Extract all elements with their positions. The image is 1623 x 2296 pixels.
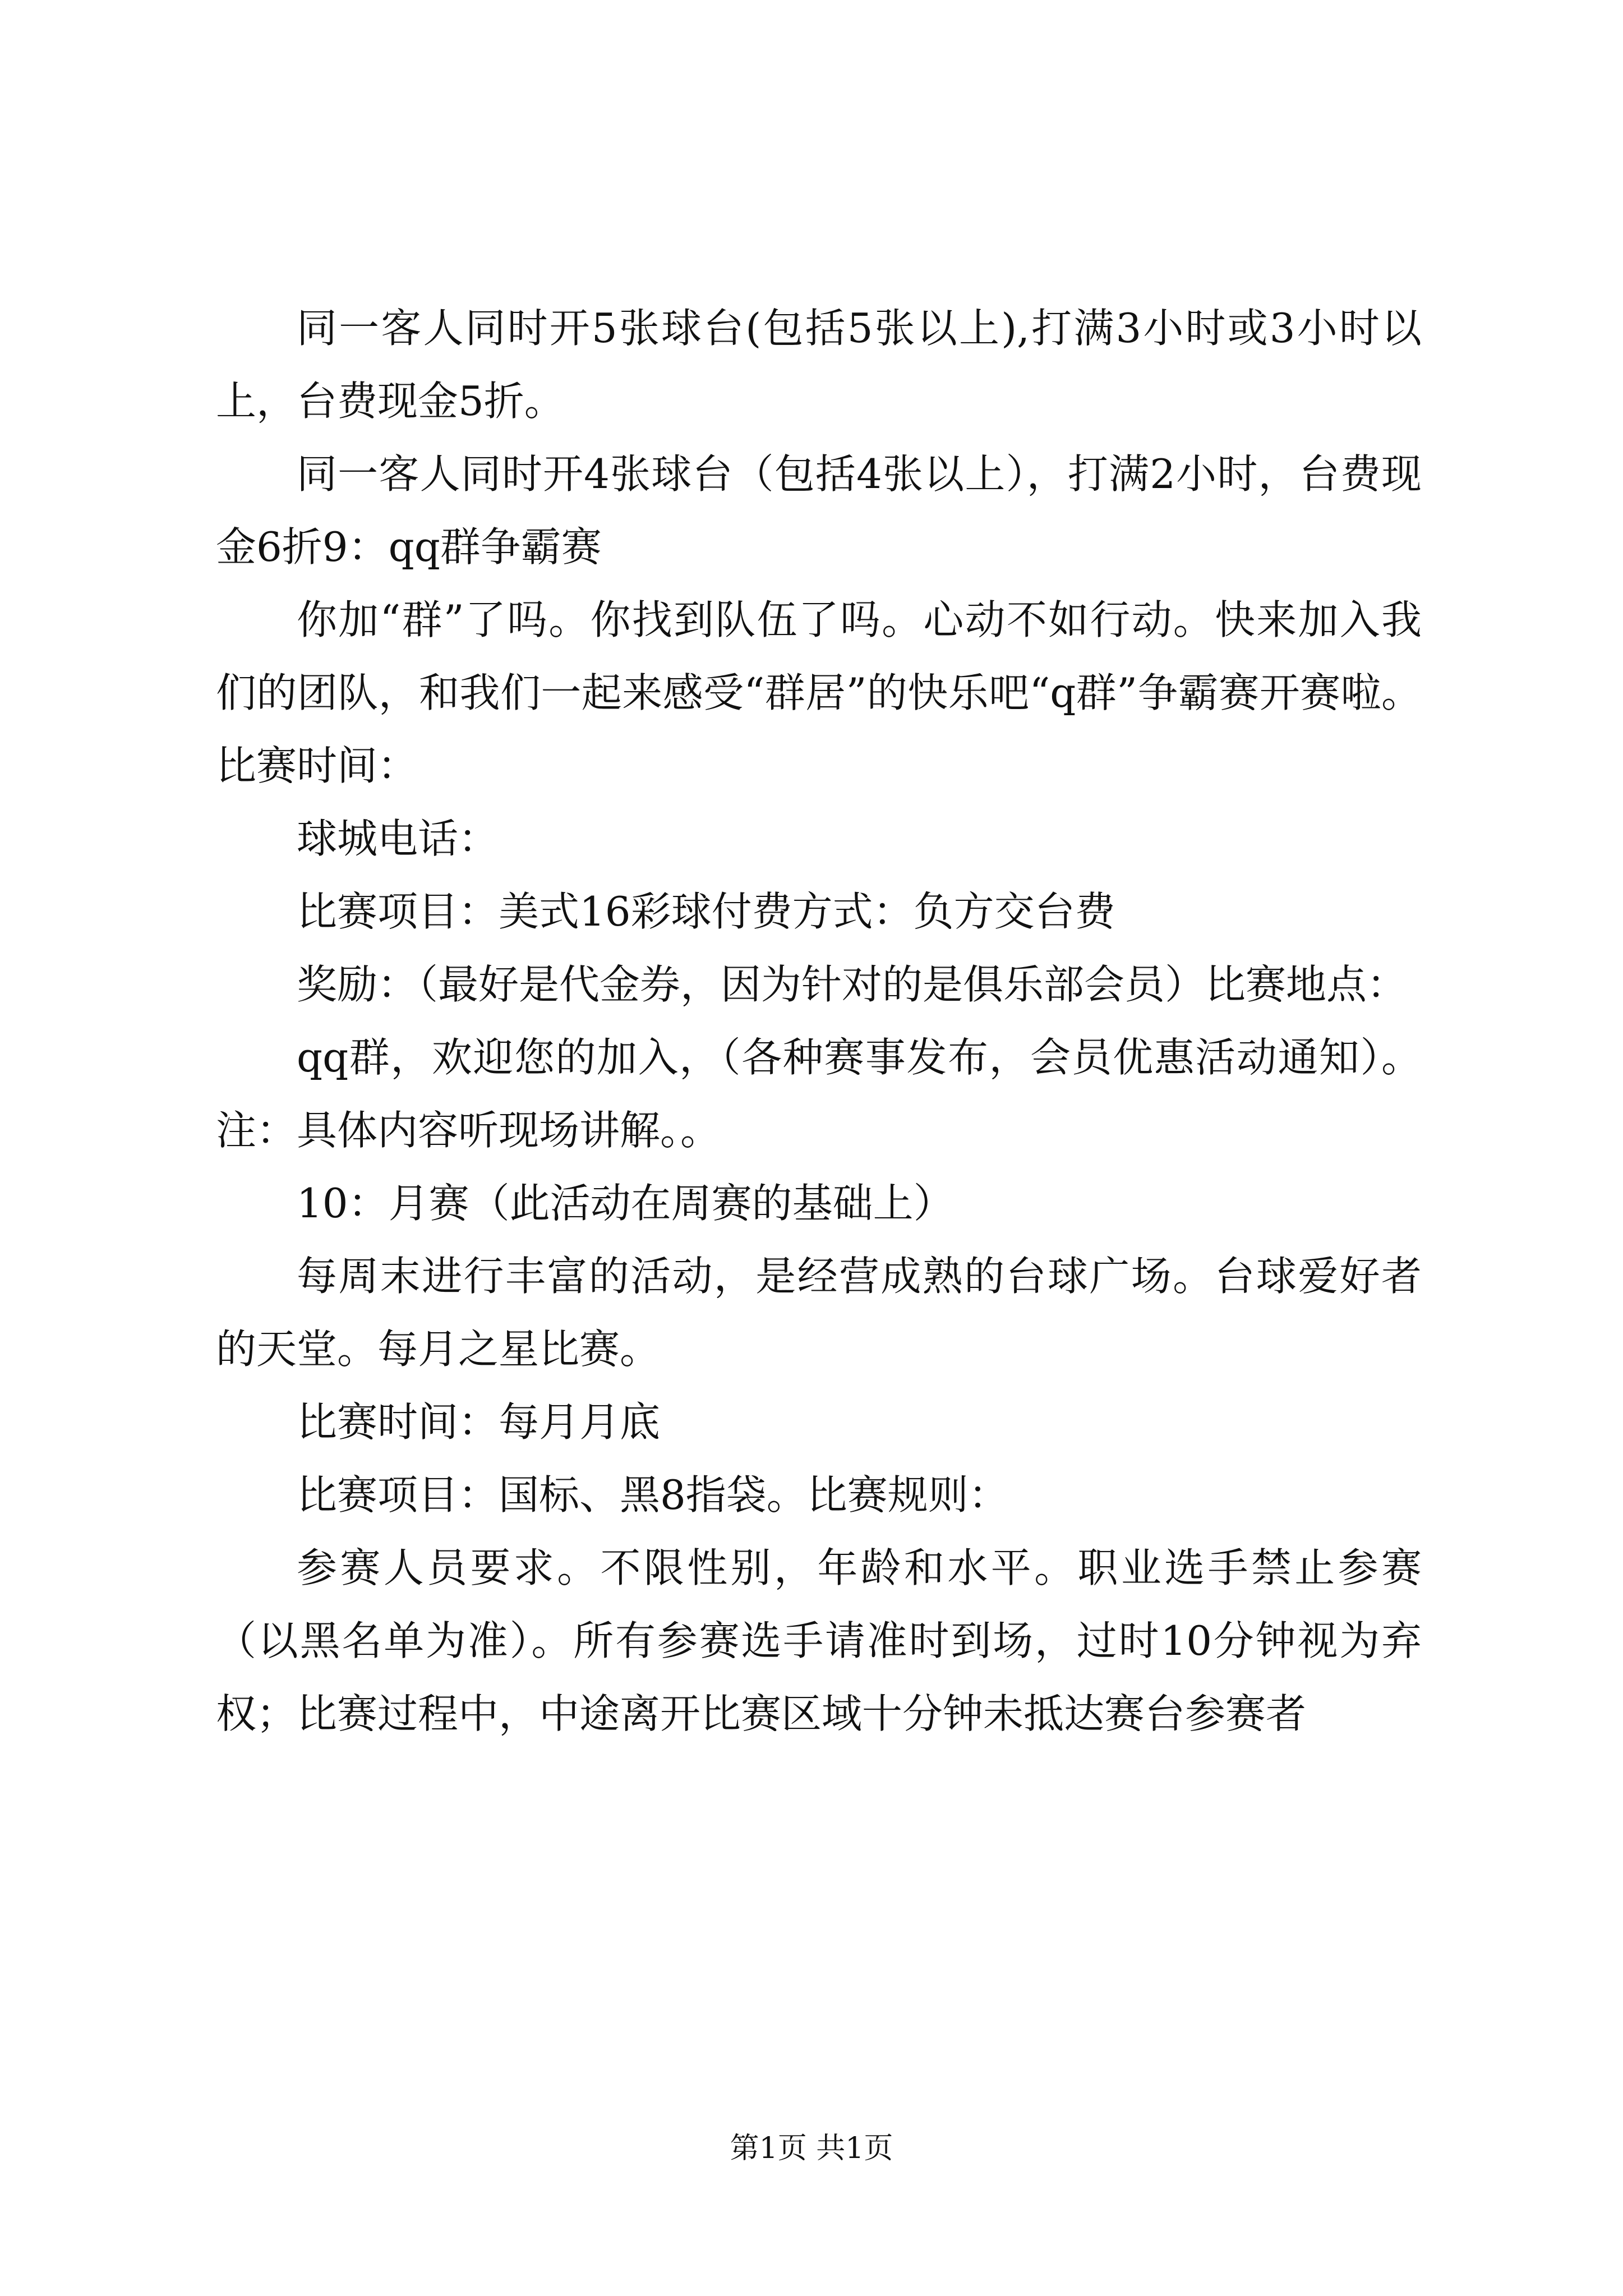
paragraph-weekend-activities: 每周末进行丰富的活动，是经营成熟的台球广场。台球爱好者的天堂。每月之星比赛。 <box>216 1253 1422 1373</box>
paragraph-offer-four-tables: 同一客人同时开4张球台（包括4张以上），打满2小时，台费现金6折9：qq群争霸赛 <box>216 450 1422 570</box>
paragraph-monthly-heading: 10：月赛（此活动在周赛的基础上） <box>297 1180 954 1227</box>
paragraph-qq-group-intro: 你加“群”了吗。你找到队伍了吗。心动不如行动。快来加入我们的团队，和我们一起来感受“群居”的快乐吧“q群”争霸赛开赛啦。比赛时间： <box>216 596 1422 789</box>
page-number-footer: 第1页 共1页 <box>730 2132 893 2165</box>
paragraph-event-item: 比赛项目：美式16彩球付费方式：负方交台费 <box>297 888 1115 935</box>
paragraph-monthly-time: 比赛时间：每月月底 <box>297 1398 661 1446</box>
paragraph-participant-rules: 参赛人员要求。不限性别，年龄和水平。职业选手禁止参赛（以黑名单为准）。所有参赛选手请准时到场，过时10分钟视为弃权；比赛过程中，中途离开比赛区域十分钟未抵达赛台参赛者 <box>216 1544 1422 1737</box>
paragraph-monthly-item: 比赛项目：国标、黑8指袋。比赛规则： <box>297 1471 1009 1519</box>
paragraph-qq-group-welcome: qq群，欢迎您的加入，（各种赛事发布，会员优惠活动通知）。注：具体内容听现场讲解。。 <box>216 1034 1422 1154</box>
paragraph-offer-five-tables: 同一客人同时开5张球台(包括5张以上),打满3小时或3小时以上，台费现金5折。 <box>216 305 1422 425</box>
paragraph-phone: 球城电话： <box>297 815 499 862</box>
document-body <box>216 292 1422 1750</box>
paragraph-reward: 奖励：（最好是代金券，因为针对的是俱乐部会员）比赛地点： <box>297 961 1408 1008</box>
